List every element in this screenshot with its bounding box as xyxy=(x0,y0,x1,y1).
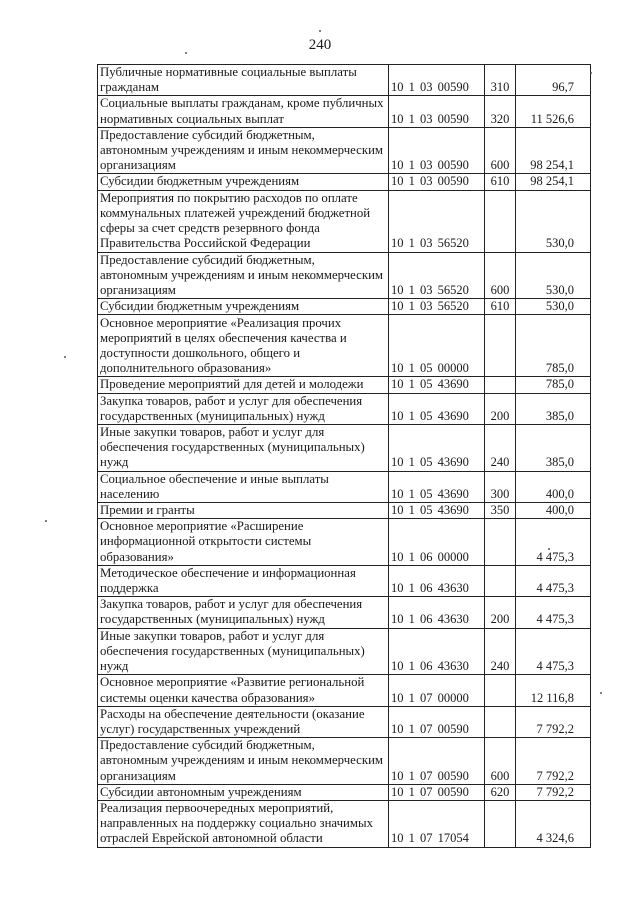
row-name: Публичные нормативные социальные выплаты гражданам xyxy=(98,65,389,96)
row-vr xyxy=(485,675,516,706)
row-amount: 785,0 xyxy=(516,377,591,393)
row-code: 10 1 06 43630 xyxy=(389,565,485,596)
row-name: Основное мероприятие «Расширение информационной открытости системы образования» xyxy=(98,519,389,566)
page-number: 240 xyxy=(308,37,332,53)
table-row xyxy=(98,393,591,424)
row-code: 10 1 07 00590 xyxy=(389,784,485,800)
row-name: Проведение мероприятий для детей и молодежи xyxy=(98,377,389,393)
row-name: Социальные выплаты гражданам, кроме публичных нормативных социальных выплат xyxy=(98,96,389,127)
row-vr xyxy=(485,800,516,847)
row-amount: 11 526,6 xyxy=(516,96,591,127)
table-row xyxy=(98,519,591,566)
row-vr: 320 xyxy=(485,96,516,127)
row-name: Закупка товаров, работ и услуг для обеспечения государственных (муниципальных) нужд xyxy=(98,597,389,628)
row-amount: 98 254,1 xyxy=(516,174,591,190)
table-row xyxy=(98,503,591,519)
row-amount: 12 116,8 xyxy=(516,675,591,706)
row-vr xyxy=(485,315,516,377)
row-code: 10 1 03 56520 xyxy=(389,252,485,299)
row-code: 10 1 03 00590 xyxy=(389,96,485,127)
row-vr: 620 xyxy=(485,784,516,800)
row-vr xyxy=(485,706,516,737)
row-vr: 610 xyxy=(485,299,516,315)
scan-mark xyxy=(548,548,550,550)
row-amount: 385,0 xyxy=(516,393,591,424)
row-amount: 785,0 xyxy=(516,315,591,377)
row-amount: 530,0 xyxy=(516,252,591,299)
row-vr: 300 xyxy=(485,471,516,502)
row-vr: 600 xyxy=(485,252,516,299)
row-amount: 7 792,2 xyxy=(516,784,591,800)
row-vr: 350 xyxy=(485,503,516,519)
row-code: 10 1 05 43690 xyxy=(389,503,485,519)
table-row xyxy=(98,597,591,628)
row-name: Предоставление субсидий бюджетным, автономным учреждениям и иным некоммерческим организациям xyxy=(98,252,389,299)
row-vr: 310 xyxy=(485,65,516,96)
row-amount: 7 792,2 xyxy=(516,706,591,737)
row-vr: 610 xyxy=(485,174,516,190)
row-vr: 240 xyxy=(485,628,516,675)
table-row xyxy=(98,299,591,315)
table-row xyxy=(98,628,591,675)
row-name: Основное мероприятие «Реализация прочих мероприятий в целях обеспечения качества и доступности дошкольного, общего и дополнительного образования» xyxy=(98,315,389,377)
table-row xyxy=(98,252,591,299)
table-row xyxy=(98,315,591,377)
table-row xyxy=(98,190,591,252)
row-name: Расходы на обеспечение деятельности (оказание услуг) государственных учреждений xyxy=(98,706,389,737)
row-vr: 200 xyxy=(485,597,516,628)
row-name: Предоставление субсидий бюджетным, автономным учреждениям и иным некоммерческим организациям xyxy=(98,738,389,785)
row-code: 10 1 05 43690 xyxy=(389,377,485,393)
table-row xyxy=(98,174,591,190)
row-vr xyxy=(485,565,516,596)
table-body xyxy=(98,65,591,848)
row-code: 10 1 06 00000 xyxy=(389,519,485,566)
row-amount: 98 254,1 xyxy=(516,127,591,174)
scan-mark xyxy=(319,30,321,32)
row-vr xyxy=(485,190,516,252)
table-row xyxy=(98,377,591,393)
row-code: 10 1 03 00590 xyxy=(389,65,485,96)
row-code: 10 1 05 43690 xyxy=(389,471,485,502)
scan-mark xyxy=(185,52,187,54)
row-code: 10 1 05 43690 xyxy=(389,393,485,424)
row-name: Иные закупки товаров, работ и услуг для обеспечения государственных (муниципальных) нужд xyxy=(98,425,389,472)
row-name: Реализация первоочередных мероприятий, направленных на поддержку социально значимых отраслей Еврейской автономной области xyxy=(98,800,389,847)
row-code: 10 1 06 43630 xyxy=(389,628,485,675)
table-row xyxy=(98,675,591,706)
row-name: Методическое обеспечение и информационная поддержка xyxy=(98,565,389,596)
row-name: Иные закупки товаров, работ и услуг для обеспечения государственных (муниципальных) нужд xyxy=(98,628,389,675)
row-amount: 4 475,3 xyxy=(516,565,591,596)
row-name: Предоставление субсидий бюджетным, автономным учреждениям и иным некоммерческим организациям xyxy=(98,127,389,174)
row-name: Субсидии бюджетным учреждениям xyxy=(98,174,389,190)
scan-mark xyxy=(590,72,592,74)
row-amount: 530,0 xyxy=(516,190,591,252)
row-amount: 400,0 xyxy=(516,503,591,519)
row-vr xyxy=(485,377,516,393)
row-amount: 96,7 xyxy=(516,65,591,96)
row-name: Субсидии бюджетным учреждениям xyxy=(98,299,389,315)
row-code: 10 1 07 00590 xyxy=(389,706,485,737)
row-name: Субсидии автономным учреждениям xyxy=(98,784,389,800)
row-amount: 4 475,3 xyxy=(516,519,591,566)
row-code: 10 1 06 43630 xyxy=(389,597,485,628)
scan-mark xyxy=(64,356,66,358)
table-row xyxy=(98,738,591,785)
table-row xyxy=(98,425,591,472)
table-row xyxy=(98,800,591,847)
table-row xyxy=(98,96,591,127)
row-name: Закупка товаров, работ и услуг для обеспечения государственных (муниципальных) нужд xyxy=(98,393,389,424)
scan-mark xyxy=(45,520,47,522)
row-code: 10 1 07 00590 xyxy=(389,738,485,785)
row-vr: 200 xyxy=(485,393,516,424)
row-amount: 4 475,3 xyxy=(516,628,591,675)
row-code: 10 1 03 00590 xyxy=(389,127,485,174)
table-row xyxy=(98,784,591,800)
row-name: Премии и гранты xyxy=(98,503,389,519)
row-name: Мероприятия по покрытию расходов по оплате коммунальных платежей учреждений бюджетной сферы за счет средств резервного фонда Правительства Российской Федерации xyxy=(98,190,389,252)
budget-table xyxy=(97,64,591,848)
row-amount: 4 475,3 xyxy=(516,597,591,628)
row-vr xyxy=(485,519,516,566)
row-amount: 530,0 xyxy=(516,299,591,315)
row-amount: 4 324,6 xyxy=(516,800,591,847)
row-code: 10 1 05 00000 xyxy=(389,315,485,377)
table-row xyxy=(98,127,591,174)
row-code: 10 1 07 00000 xyxy=(389,675,485,706)
row-name: Социальное обеспечение и иные выплаты населению xyxy=(98,471,389,502)
scan-mark xyxy=(600,692,602,694)
table-row xyxy=(98,706,591,737)
row-vr: 600 xyxy=(485,738,516,785)
row-code: 10 1 03 56520 xyxy=(389,299,485,315)
row-vr: 600 xyxy=(485,127,516,174)
table-row xyxy=(98,65,591,96)
row-amount: 7 792,2 xyxy=(516,738,591,785)
row-amount: 400,0 xyxy=(516,471,591,502)
row-code: 10 1 05 43690 xyxy=(389,425,485,472)
row-vr: 240 xyxy=(485,425,516,472)
table-row xyxy=(98,565,591,596)
row-code: 10 1 03 56520 xyxy=(389,190,485,252)
row-code: 10 1 03 00590 xyxy=(389,174,485,190)
row-name: Основное мероприятие «Развитие региональной системы оценки качества образования» xyxy=(98,675,389,706)
row-amount: 385,0 xyxy=(516,425,591,472)
table-row xyxy=(98,471,591,502)
row-code: 10 1 07 17054 xyxy=(389,800,485,847)
